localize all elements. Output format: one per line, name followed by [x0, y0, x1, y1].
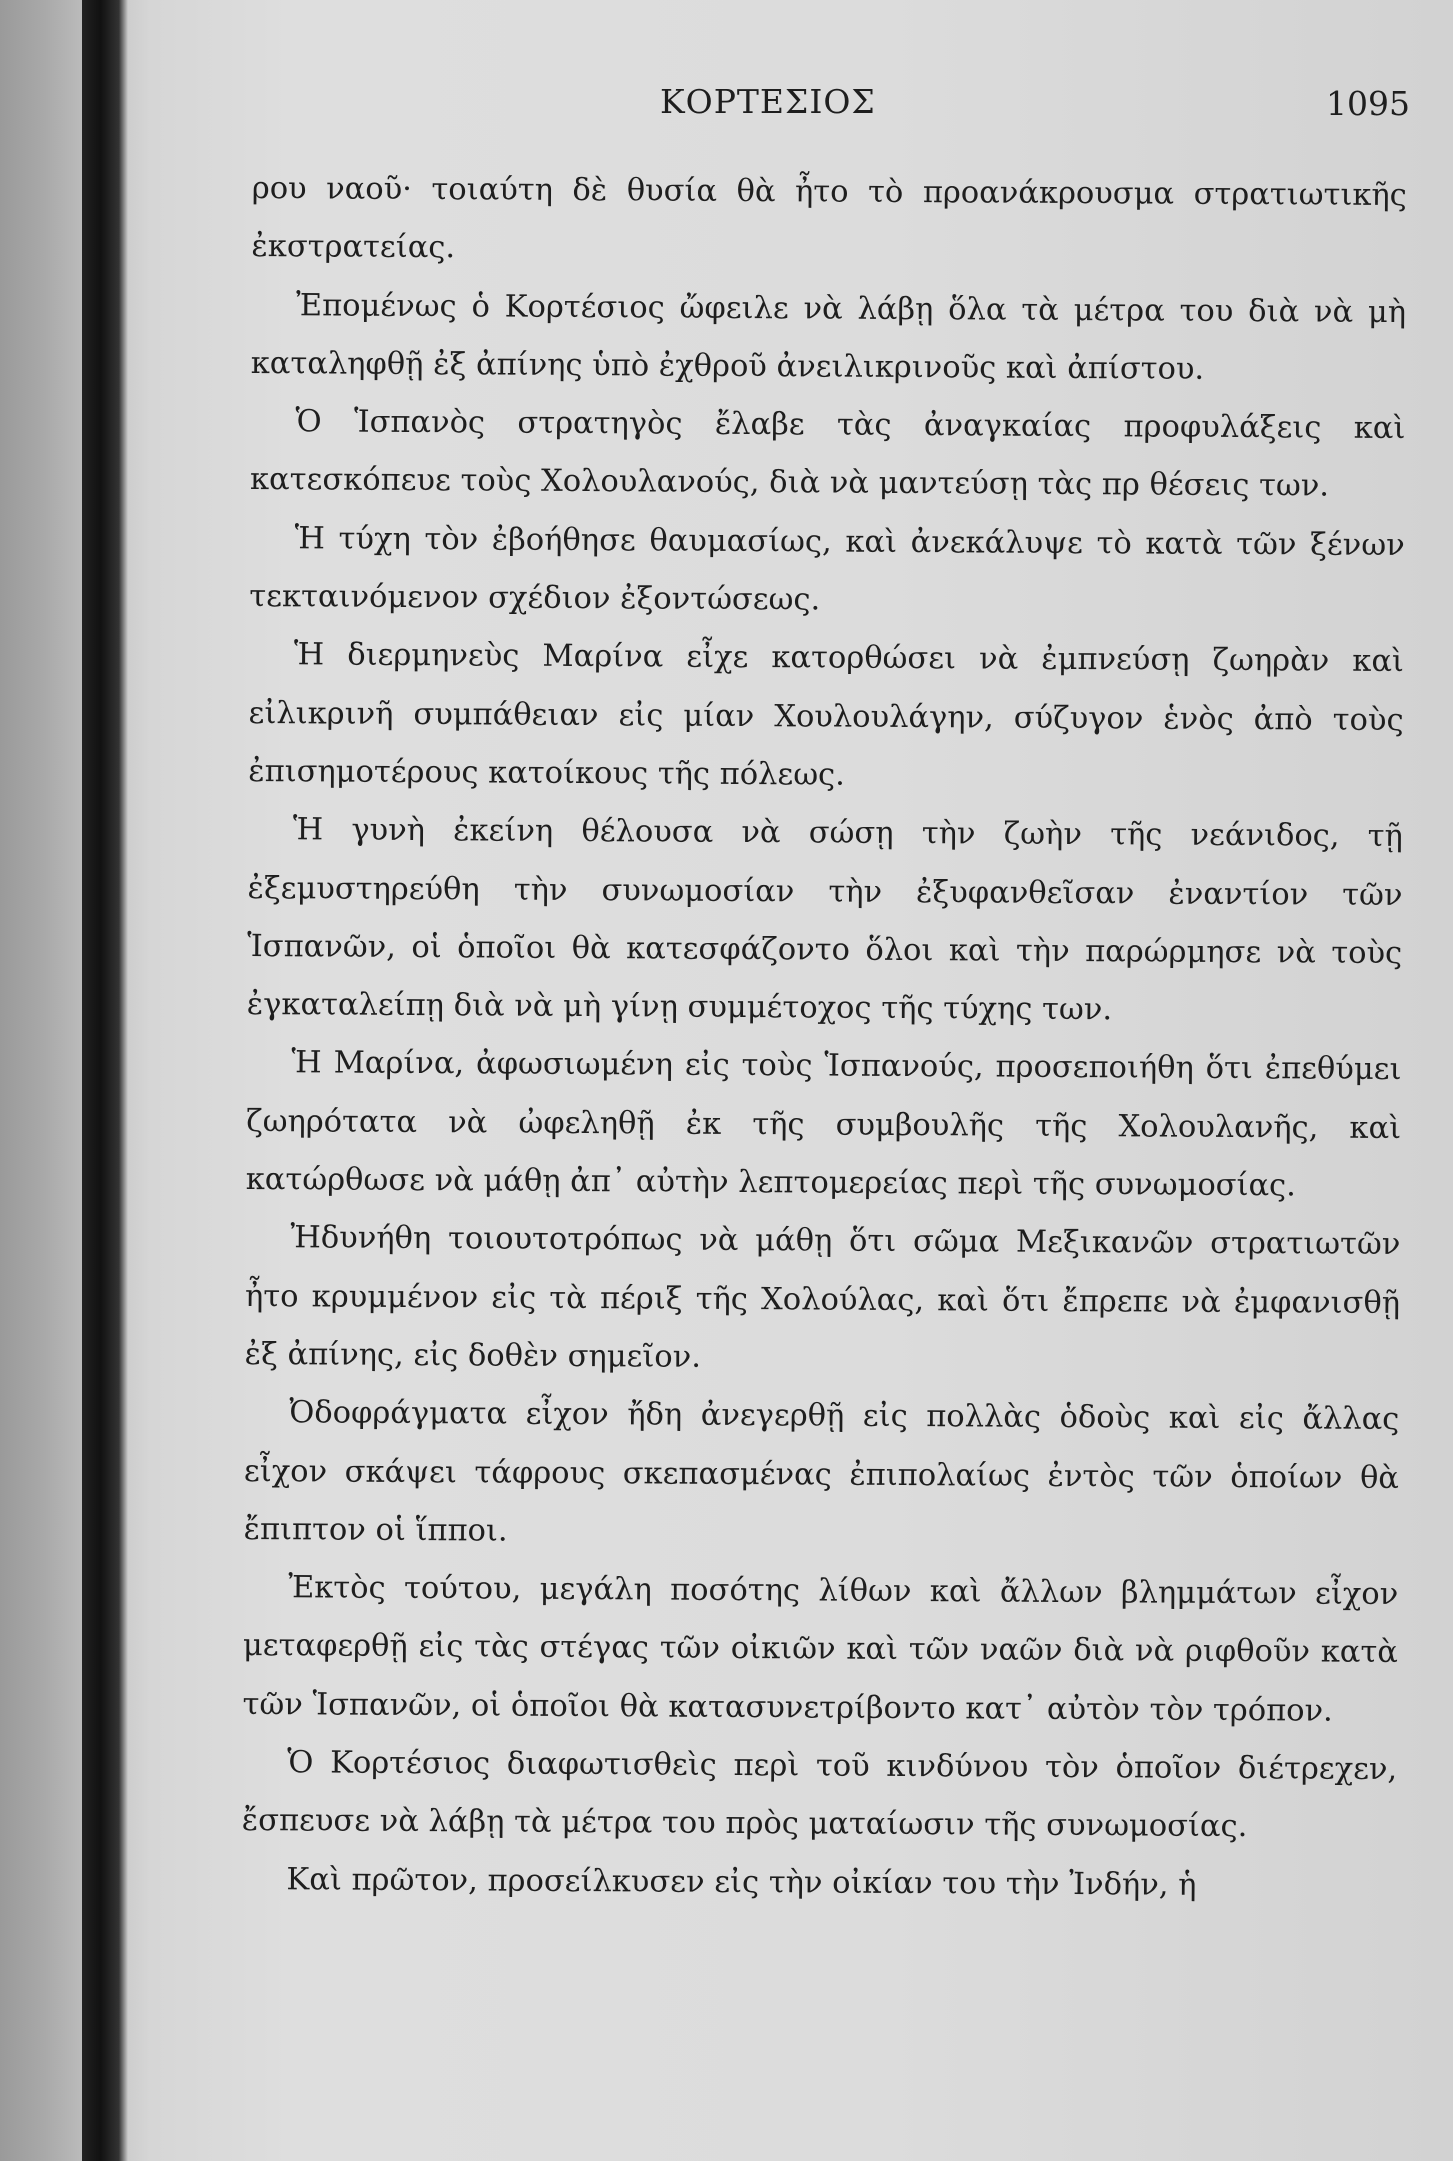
gutter — [82, 0, 128, 2161]
running-title: ΚΟΡΤΕΣΙΟΣ — [660, 82, 876, 121]
paragraph: Ἡ τύχη τὸν ἐβοήθησε θαυμασίως, καὶ ἀνεκάλυψε τὸ κατὰ τῶν ξένων τεκταινόμενον σχέδιον ἐξοντώσεως. — [249, 521, 1405, 618]
paragraph: Ὁ Ἱσπανὸς στρατηγὸς ἔλαβε τὰς ἀναγκαίας προφυλάξεις καὶ κατεσκόπευε τοὺς Χολουλανούς, διὰ νὰ μαντεύσῃ τὰς πρ θέσεις των. — [249, 404, 1406, 505]
running-head — [230, 82, 1410, 142]
paragraph: Ὀδοφράγματα εἶχον ἤδη ἀνεγερθῇ εἰς πολλὰς ὁδοὺς καὶ εἰς ἄλλας εἶχον σκάψει τάφρους σκεπασμένας ἐπιπολαίως ἐντὸς τῶν ὁποίων θὰ ἔπιπτον οἱ ἵπποι. — [243, 1395, 1400, 1549]
paragraph: Ἐπομένως ὁ Κορτέσιος ὤφειλε νὰ λάβῃ ὅλα τὰ μέτρα του διὰ νὰ μὴ καταληφθῇ ἐξ ἀπίνης ὑπὸ ἐχθροῦ ἀνειλικρινοῦς καὶ ἀπίστου. — [250, 287, 1407, 387]
paragraph: Ἐκτὸς τούτου, μεγάλη ποσότης λίθων καὶ ἄλλων βλημμάτων εἶχον μεταφερθῇ εἰς τὰς στέγας τῶν οἰκιῶν καὶ τῶν ναῶν διὰ νὰ ριφθοῦν κατὰ τῶν Ἱσπανῶν, οἱ ὁποῖοι θὰ κατασυνετρίβοντο κατ᾽ αὐτὸν τὸν τρόπον. — [242, 1570, 1399, 1729]
paragraph: Ἠδυνήθη τοιουτοτρόπως νὰ μάθῃ ὅτι σῶμα Μεξικανῶν στρατιωτῶν ἦτο κρυμμένον εἰς τὰ πέριξ τῆς Χολούλας, καὶ ὅτι ἔπρεπε νὰ ἐμφανισθῇ ἐξ ἀπίνης, εἰς δοθὲν σημεῖον. — [244, 1220, 1401, 1375]
paragraph: Ἡ διερμηνεὺς Μαρίνα εἶχε κατορθώσει νὰ ἐμπνεύσῃ ζωηρὰν καὶ εἰλικρινῆ συμπάθειαν εἰς μίαν Χουλουλάγην, σύζυγον ἑνὸς ἀπὸ τοὺς ἐπισημοτέρους κατοίκους τῆς πόλεως. — [248, 637, 1405, 793]
body-text — [240, 160, 1407, 2127]
paragraph: Ἡ γυνὴ ἐκείνη θέλουσα νὰ σώσῃ τὴν ζωὴν τῆς νεάνιδος, τῇ ἐξεμυστηρεύθη τὴν συνωμοσίαν τὴν ἐξυφανθεῖσαν ἐναντίον τῶν Ἱσπανῶν, οἱ ὁποῖοι θὰ κατεσφάζοντο ὅλοι καὶ τὴν παρώρμησε νὰ τοὺς ἐγκαταλείπῃ διὰ νὰ μὴ γίνῃ συμμέτοχος τῆς τύχης των. — [246, 812, 1403, 1028]
paragraph: Ὁ Κορτέσιος διαφωτισθεὶς περὶ τοῦ κινδύνου τὸν ὁποῖον διέτρεχεν, ἔσπευσε νὰ λάβῃ τὰ μέτρα του πρὸς ματαίωσιν τῆς συνωμοσίας. — [241, 1745, 1398, 1845]
paragraph: Καὶ πρῶτον, προσείλκυσεν εἰς τὴν οἰκίαν του τὴν Ἰνδήν, ἡ — [286, 1861, 1197, 1903]
page-number: 1095 — [1326, 84, 1410, 123]
paragraph: ρου ναοῦ· τοιαύτη δὲ θυσία θὰ ἦτο τὸ προανάκρουσμα στρατιωτικῆς ἐκστρατείας. — [251, 170, 1407, 266]
paragraph: Ἡ Μαρίνα, ἀφωσιωμένη εἰς τοὺς Ἱσπανούς, προσεποιήθη ὅτι ἐπεθύμει ζωηρότατα νὰ ὠφεληθῇ ἐκ τῆς συμβουλῆς τῆς Χολουλανῆς, καὶ κατώρθωσε νὰ μάθῃ ἀπ᾽ αὐτὴν λεπτομερείας περὶ τῆς συνωμοσίας. — [245, 1045, 1402, 1204]
